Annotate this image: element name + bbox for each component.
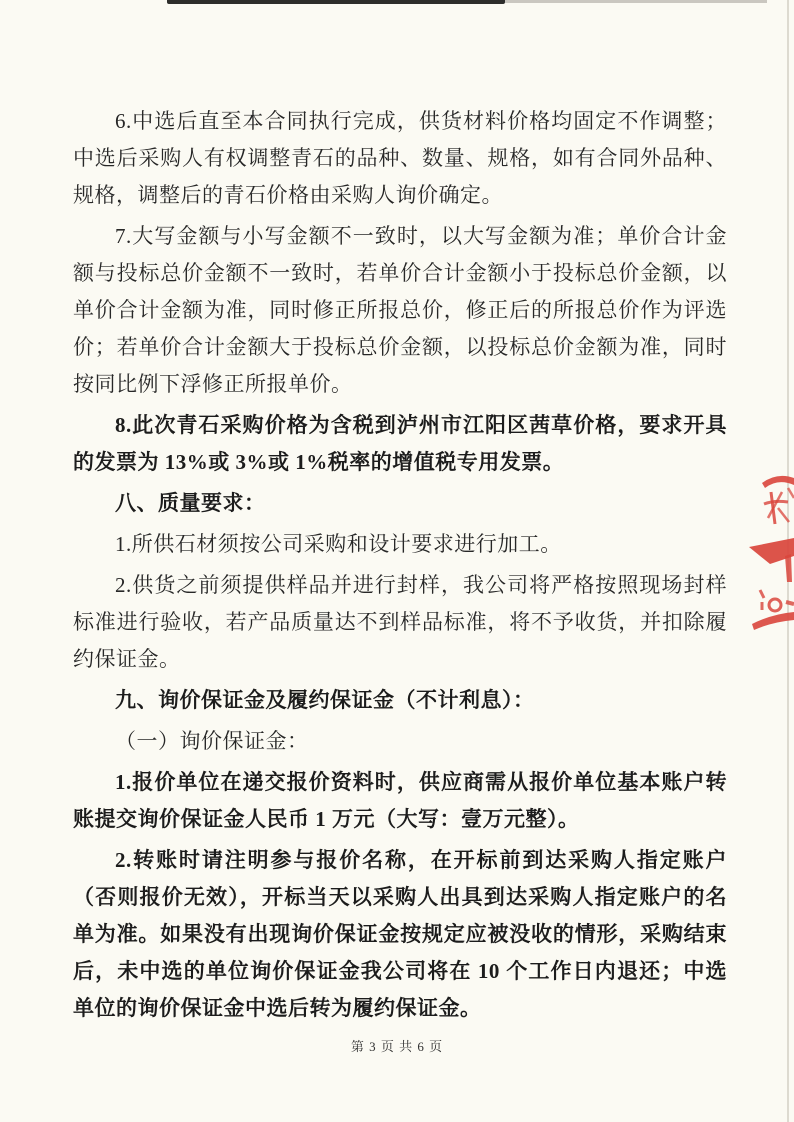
page-footer: 第 3 页 共 6 页 xyxy=(350,1039,444,1054)
section-heading: 八、质量要求： xyxy=(115,491,266,515)
red-seal-stamp xyxy=(744,452,794,664)
paragraph: 7.大写金额与小写金额不一致时，以大写金额为准；单价合计金额与投标总价金额不一致时，若单价合计金额小于投标总价金额，以单价合计金额为准，同时修正所报总价，修正后的所报总价作为评选价；若单价合计金额大于投标总价金额，以投标总价金额为准，同时按同比例下浮修正所报单价。 xyxy=(73,224,727,396)
paragraph: 8.此次青石采购价格为含税到泸州市江阳区茜草价格，要求开具的发票为 13%或 3%或 1%税率的增值税专用发票。 xyxy=(73,413,727,474)
scan-artifact-top-edge-faded xyxy=(505,0,767,3)
section-heading: （一）询价保证金： xyxy=(115,729,309,753)
paragraph: 6.中选后直至本合同执行完成，供货材料价格均固定不作调整；中选后采购人有权调整青石的品种、数量、规格，如有合同外品种、规格，调整后的青石价格由采购人询价确定。 xyxy=(73,109,727,207)
scan-artifact-top-edge xyxy=(167,0,505,4)
paragraph: 2.供货之前须提供样品并进行封样，我公司将严格按照现场封样标准进行验收，若产品质量达不到样品标准，将不予收货，并扣除履约保证金。 xyxy=(73,573,727,671)
section-heading: 九、询价保证金及履约保证金（不计利息）： xyxy=(115,688,535,712)
paragraph: 1.报价单位在递交报价资料时，供应商需从报价单位基本账户转账提交询价保证金人民币 1 万元（大写：壹万元整）。 xyxy=(73,770,727,831)
paragraph: 2.转账时请注明参与报价名称，在开标前到达采购人指定账户（否则报价无效），开标当天以采购人出具到达采购人指定账户的名单为准。如果没有出现询价保证金按规定应被没收的情形，采购结束后，未中选的单位询价保证金我公司将在 10 个工作日内退还；中选单位的询价保证金中选后转为履约保证金。 xyxy=(73,848,727,1020)
paragraph: 1.所供石材须按公司采购和设计要求进行加工。 xyxy=(115,532,562,556)
document-body xyxy=(73,99,727,1027)
